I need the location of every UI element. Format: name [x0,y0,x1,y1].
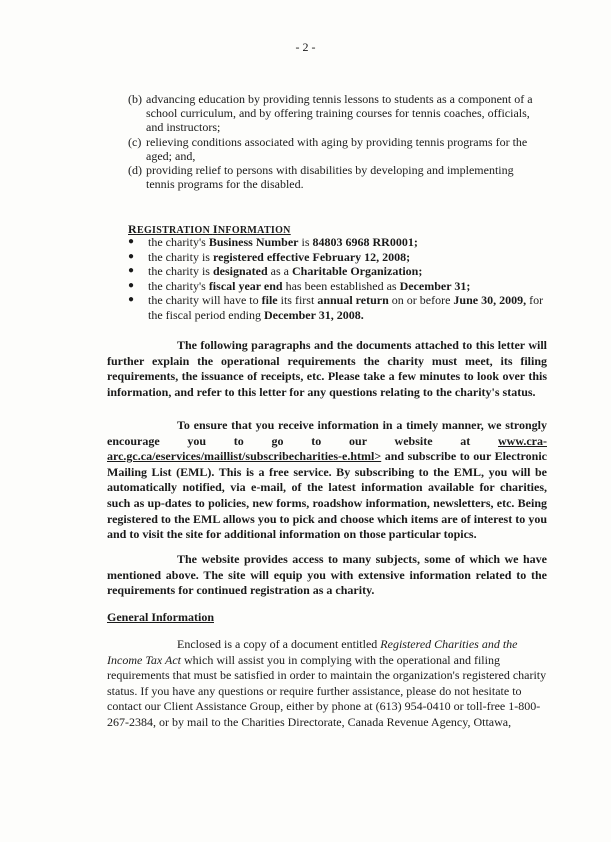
bullet-icon: ● [128,250,135,262]
operational-paragraph: The following paragraphs and the documents attached to this letter will further explain the operational requirements the charity must meet, its filing requirements, the issuance of receipts, etc. Please take a few minutes to look over this information, and refer to this letter for any questions relating to the charity's status. [107,338,547,399]
general-information-heading: General Information [107,610,214,624]
list-item [128,135,543,163]
item-text: advancing education by providing tennis lessons to students as a component of a school curriculum, and by offering training courses for tennis coaches, officials, and instructors; [146,92,533,135]
bullet-icon: ● [128,265,135,277]
website-paragraph: The website provides access to many subjects, some of which we have mentioned above. The site will equip you with extensive information related to the requirements for continued registration as a charity. [107,552,547,598]
website-link[interactable]: www.cra-arc.gc.ca/eservices/maillist/subscribecharities-e.html> [107,433,547,464]
list-item: ● the charity's Business Number is 84803 6968 RR0001; [128,235,418,249]
page-number: - 2 - [295,40,316,54]
list-item: ● the charity is designated as a Charitable Organization; [128,264,423,279]
bullet-icon: ● [128,236,135,247]
item-label: (b) [128,92,142,106]
item-text: relieving conditions associated with aging by providing tennis programs for the aged; and, [146,134,528,163]
charity-objects-list [128,92,543,191]
registration-list [128,235,548,323]
eml-paragraph: To ensure that you receive information in a timely manner, we strongly encourage you to go to our website at www.cra-arc.gc.ca/eservices/maillist/subscribecharities-e.html> and subscribe to our Electronic Mailing List (EML). This is a free service. By subscribing to the EML, you will be automatically notified, via e-mail, of the latest information available for charities, such as up-dates to policies, new forms, roadshow information, newsletters, etc. Being registered to the EML allows you to pick and choose which items are of interest to you and to visit the site for additional information on those particular topics. [107,418,547,542]
registration-heading: REGISTRATION INFORMATION [128,222,291,236]
bullet-icon: ● [128,294,135,306]
list-item [128,163,543,191]
list-item [128,92,543,135]
list-item: ● the charity is registered effective February 12, 2008; [128,249,411,264]
list-item: ● the charity's fiscal year end has been established as December 31; [128,278,471,293]
bullet-icon: ● [128,279,135,291]
item-label: (c) [128,134,142,149]
item-label: (d) [128,163,142,178]
list-item: ● the charity will have to file its first annual return on or before June 30, 2009, for the fiscal period ending December 31, 2008. [128,293,544,322]
general-information-paragraph: Enclosed is a copy of a document entitled Registered Charities and the Income Tax Act which will assist you in complying with the operational and filing requirements that must be satisfied in order to maintain the organization's registered charity status. If you have any questions or require further assistance, please do not hesitate to contact our Client Assistance Group, either by phone at (613) 954-0410 or toll-free 1-800-267-2384, or by mail to the Charities Directorate, Canada Revenue Agency, Ottawa, [107,637,547,729]
item-text: providing relief to persons with disabilities by developing and implementing tennis programs for the disabled. [146,163,514,192]
document-title: Registered Charities and the Income Tax Act [107,637,518,667]
